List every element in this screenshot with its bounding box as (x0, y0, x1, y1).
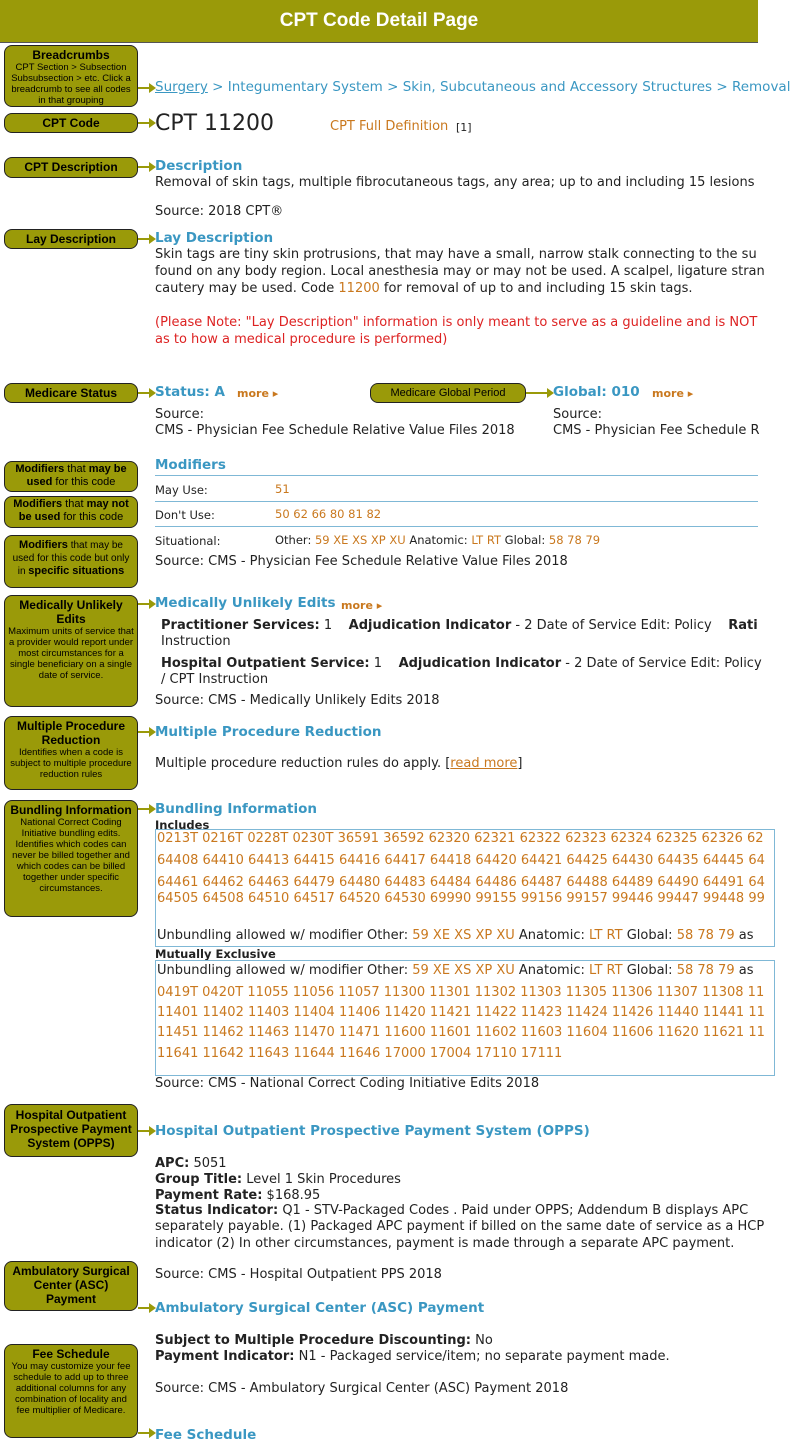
chevron-right-icon: ▸ (272, 387, 279, 400)
annotation-title: Medicare Status (24, 386, 118, 400)
annotation-cpt-code (4, 113, 138, 133)
annotation-title: Breadcrumbs (32, 48, 110, 62)
code-link[interactable]: 11200 (338, 281, 380, 296)
annotation-modifiers-may (4, 461, 138, 492)
cpt-code-title: CPT 11200 (155, 111, 275, 136)
global-source: CMS - Physician Fee Schedule R (553, 423, 760, 438)
divider (155, 526, 758, 527)
includes-label: Includes (155, 818, 210, 832)
annotation-modifiers-situational (4, 535, 138, 588)
asc-source: Source: CMS - Ambulatory Surgical Center (ASC) Payment 2018 (155, 1381, 569, 1396)
annotation-desc: CPT Section > Subsection Subsubsection > etc. Click a breadcrumb to see all codes in that grouping (11, 62, 131, 106)
includes-row[interactable]: 64505 64508 64510 64517 64520 64530 69990 99155 99156 99157 99446 99447 99448 99 (157, 891, 765, 906)
modifiers-may-label: May Use: (155, 483, 208, 497)
annotation-arrow (138, 1130, 150, 1132)
annotation-title: Medicare Global Period (390, 387, 506, 399)
divider (155, 501, 758, 502)
annotation-asc (4, 1261, 138, 1311)
mpr-text: Multiple procedure reduction rules do apply. [read more] (155, 756, 523, 771)
annotation-fee-schedule (4, 1344, 138, 1438)
mue-practitioner: Practitioner Services: 1 Adjudication Indicator - 2 Date of Service Edit: Policy Rati (161, 618, 758, 633)
annotation-arrow (138, 87, 150, 89)
annotation-medicare-status (4, 383, 138, 403)
medicare-global-period: Global: 010 (553, 384, 640, 400)
read-more-link[interactable]: read more (450, 756, 518, 771)
breadcrumb-separator: > (207, 79, 228, 95)
modifiers-situational-label: Situational: (155, 534, 221, 548)
mue-source: Source: CMS - Medically Unlikely Edits 2018 (155, 693, 440, 708)
annotation-lay-description (4, 229, 138, 249)
fee-schedule-heading: Fee Schedule (155, 1427, 257, 1443)
includes-row[interactable]: 64408 64410 64413 64415 64416 64417 64418 64420 64421 64425 64430 64435 64445 64 (157, 853, 765, 868)
annotation-text: Modifiers that may not be used for this code (13, 498, 129, 523)
annotation-title: Ambulatory Surgical Center (ASC) Payment (12, 1264, 130, 1306)
annotation-title: CPT Description (24, 160, 118, 174)
modifiers-other[interactable]: 59 XE XS XP XU (314, 533, 406, 547)
modifiers-anatomic[interactable]: LT RT (471, 533, 502, 547)
annotation-bundling (4, 800, 138, 917)
chevron-right-icon: ▸ (687, 387, 694, 400)
lay-description-line: Skin tags are tiny skin protrusions, that may have a small, narrow stalk connecting to the su (155, 247, 757, 262)
description-heading: Description (155, 158, 243, 174)
page-title: CPT Code Detail Page (279, 10, 479, 31)
lay-description-line: cautery may be used. Code 11200 for removal of up to and including 15 skin tags. (155, 281, 693, 296)
mutually-exclusive-label: Mutually Exclusive (155, 947, 276, 961)
status-more-link[interactable]: more ▸ (237, 387, 279, 400)
annotation-mue (4, 595, 138, 707)
annotation-arrow (138, 166, 150, 168)
mutual-row[interactable]: 11641 11642 11643 11644 11646 17000 17004 17110 17111 (157, 1046, 563, 1061)
modifiers-dont-label: Don't Use: (155, 508, 215, 522)
annotation-desc: Identifies when a code is subject to multiple procedure reduction rules (10, 747, 132, 780)
annotation-arrow (138, 1432, 150, 1434)
annotation-desc: Maximum units of service that a provider would report under most circumstances for a single beneficiary on a single date of service. (8, 626, 134, 681)
annotation-arrow (138, 122, 150, 124)
annotation-title: CPT Code (42, 116, 100, 130)
status-source-label: Source: (155, 407, 205, 422)
annotation-desc: You may customize your fee schedule to add up to three additional columns for any combination of locality and fee multiplier of Medicare. (11, 1361, 131, 1416)
mue-practitioner-line2: Instruction (161, 634, 231, 649)
includes-row[interactable]: 0213T 0216T 0228T 0230T 36591 36592 62320 62321 62322 62323 62324 62325 62326 62 (157, 831, 764, 846)
lay-description-line: found on any body region. Local anesthesia may or may not be used. A scalpel, ligature stran (155, 264, 765, 279)
asc-discounting: Subject to Multiple Procedure Discounting: No (155, 1333, 493, 1348)
opps-heading: Hospital Outpatient Prospective Payment System (OPPS) (155, 1123, 590, 1139)
includes-row[interactable]: 64461 64462 64463 64479 64480 64483 64484 64486 64487 64488 64489 64490 64491 64 (157, 875, 765, 890)
breadcrumb-item-skin[interactable]: Skin, Subcutaneous and Accessory Structures (402, 79, 713, 95)
annotation-arrow (138, 603, 150, 605)
bundling-source: Source: CMS - National Correct Coding Initiative Edits 2018 (155, 1076, 540, 1091)
cpt-full-definition-link[interactable]: CPT Full Definition (330, 119, 449, 134)
breadcrumb-item-integumentary[interactable]: Integumentary System (227, 79, 383, 95)
global-more-link[interactable]: more ▸ (652, 387, 694, 400)
reference-marker[interactable]: [1] (456, 121, 472, 134)
description-text: Removal of skin tags, multiple fibrocutaneous tags, any area; up to and including 15 lesions (155, 175, 755, 190)
asc-payment-indicator: Payment Indicator: N1 - Packaged service/item; no separate payment made. (155, 1349, 670, 1364)
annotation-breadcrumbs (4, 45, 138, 107)
annotation-arrow (138, 731, 150, 733)
opps-status-indicator: Status Indicator: Q1 - STV-Packaged Codes . Paid under OPPS; Addendum B displays APC (155, 1203, 749, 1218)
annotation-arrow (138, 1307, 150, 1309)
unbundling-includes: Unbundling allowed w/ modifier Other: 59 XE XS XP XU Anatomic: LT RT Global: 58 78 79 as (157, 928, 754, 943)
mutual-row[interactable]: 11451 11462 11463 11470 11471 11600 11601 11602 11603 11604 11606 11620 11621 11 (157, 1025, 765, 1040)
opps-source: Source: CMS - Hospital Outpatient PPS 2018 (155, 1267, 442, 1282)
opps-group-title: Group Title: Level 1 Skin Procedures (155, 1172, 401, 1187)
annotation-title: Medically Unlikely Edits (19, 598, 123, 626)
annotation-mpr (4, 716, 138, 790)
status-source: CMS - Physician Fee Schedule Relative Value Files 2018 (155, 423, 515, 438)
opps-payment-rate: Payment Rate: $168.95 (155, 1188, 321, 1203)
breadcrumb-separator: > (382, 79, 403, 95)
annotation-title: Bundling Information (10, 803, 132, 817)
chevron-right-icon: ▸ (376, 599, 383, 612)
annotation-arrow (526, 392, 548, 394)
mutual-row[interactable]: 11401 11402 11403 11404 11406 11420 11421 11422 11423 11424 11426 11440 11441 11 (157, 1005, 765, 1020)
mue-heading: Medically Unlikely Edits (155, 595, 336, 611)
annotation-opps (4, 1104, 138, 1157)
annotation-title: Lay Description (25, 232, 117, 246)
global-source-label: Source: (553, 407, 603, 422)
medicare-status: Status: A (155, 384, 225, 400)
annotation-title: Hospital Outpatient Prospective Payment System (OPPS) (10, 1108, 132, 1150)
description-source: Source: 2018 CPT® (155, 204, 284, 219)
lay-description-heading: Lay Description (155, 230, 274, 246)
mue-more-link[interactable]: more ▸ (341, 599, 383, 612)
annotation-arrow (138, 808, 150, 810)
breadcrumb-item-surgery[interactable]: Surgery (155, 79, 208, 95)
mpr-heading: Multiple Procedure Reduction (155, 724, 382, 740)
annotation-text: Modifiers that may be used for this code but only in specific situations (12, 539, 130, 577)
opps-apc: APC: 5051 (155, 1156, 227, 1171)
modifiers-global[interactable]: 58 78 79 (548, 533, 601, 547)
page-header (0, 0, 758, 43)
annotation-cpt-description (4, 157, 138, 178)
bundling-heading: Bundling Information (155, 801, 317, 817)
divider (155, 475, 758, 476)
breadcrumb-item-removal[interactable]: Removal (731, 79, 790, 95)
modifiers-heading: Modifiers (155, 457, 226, 473)
annotation-title: Fee Schedule (32, 1347, 110, 1361)
mue-hospital-line2: / CPT Instruction (161, 672, 269, 687)
annotation-modifiers-may-not (4, 496, 138, 528)
annotation-medicare-global (370, 383, 526, 403)
mutual-row[interactable]: 0419T 0420T 11055 11056 11057 11300 11301 11302 11303 11305 11306 11307 11308 11 (157, 985, 765, 1000)
lay-disclaimer: (Please Note: "Lay Description" information is only meant to serve as a guideline and is NOT (155, 315, 758, 330)
annotation-arrow (138, 238, 150, 240)
modifiers-situational-values: Other: 59 XE XS XP XU Anatomic: LT RT Global: 58 78 79 (275, 533, 601, 547)
asc-heading: Ambulatory Surgical Center (ASC) Payment (155, 1300, 485, 1316)
annotation-title: Multiple Procedure Reduction (16, 719, 126, 747)
opps-status-line: indicator (2) In other circumstances, payment is made through a separate APC payment. (155, 1236, 735, 1251)
annotation-arrow (138, 392, 150, 394)
unbundling-mutual: Unbundling allowed w/ modifier Other: 59 XE XS XP XU Anatomic: LT RT Global: 58 78 79 as (157, 963, 754, 978)
annotation-text: Modifiers that may be used for this code (15, 463, 127, 488)
annotation-desc: National Correct Coding Initiative bundling edits. Identifies which codes can never be billed together and which codes can be billed together under specific circumstances. (12, 817, 130, 894)
breadcrumb (155, 79, 790, 96)
modifiers-source: Source: CMS - Physician Fee Schedule Relative Value Files 2018 (155, 554, 568, 569)
opps-status-line: separately payable. (1) Packaged APC payment if billed on the same date of service as a HCP (155, 1219, 765, 1234)
mue-hospital: Hospital Outpatient Service: 1 Adjudication Indicator - 2 Date of Service Edit: Policy (161, 656, 762, 671)
modifiers-may-values[interactable]: 51 (275, 482, 290, 496)
breadcrumb-separator: > (712, 79, 732, 95)
lay-disclaimer: as to how a medical procedure is performed) (155, 332, 448, 347)
modifiers-dont-values[interactable]: 50 62 66 80 81 82 (275, 507, 382, 521)
